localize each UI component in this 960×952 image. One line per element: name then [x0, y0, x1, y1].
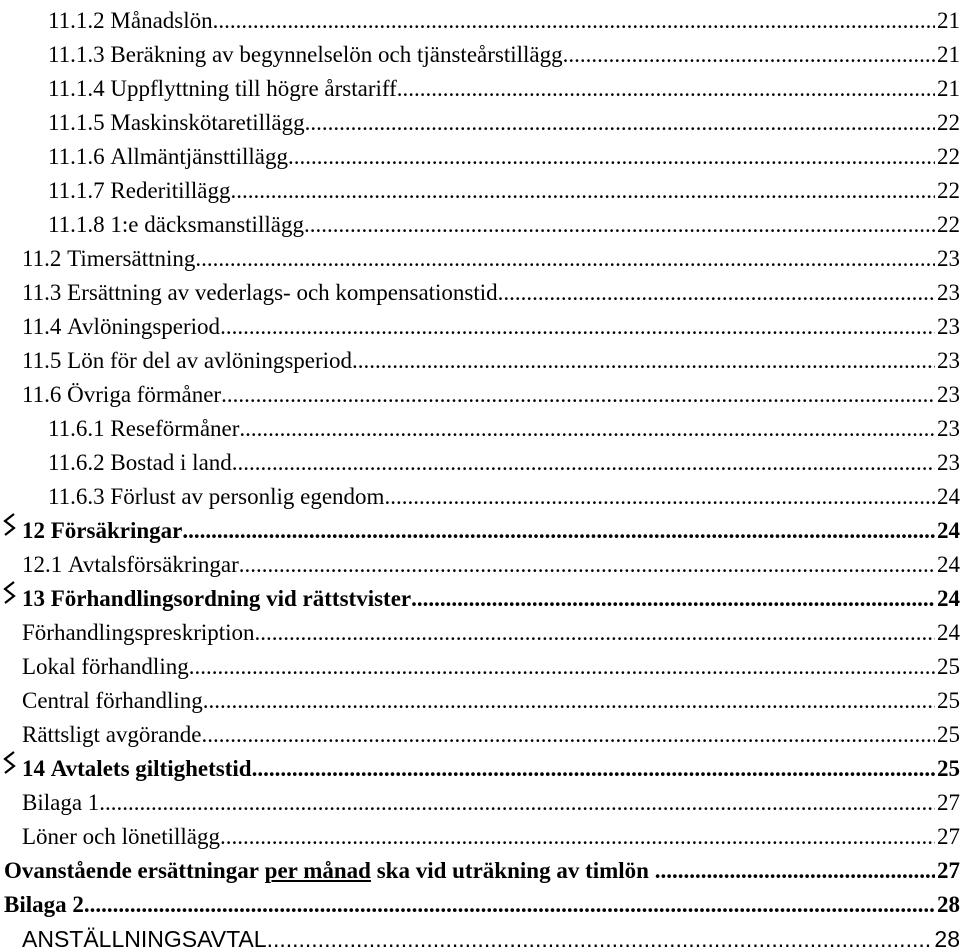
dot-leader	[397, 76, 935, 102]
toc-entry-title: Förhandlingspreskription	[22, 620, 255, 645]
toc-entry-page: 22	[937, 110, 960, 135]
section-mark-icon	[2, 512, 16, 542]
toc-entry-title: Rederitillägg	[110, 178, 231, 203]
toc-entry-title: Bostad i land	[110, 450, 232, 475]
toc-entry-title: Lön för del av avlöningsperiod	[67, 348, 353, 373]
dot-leader	[252, 756, 935, 782]
toc-entry[interactable]	[0, 408, 960, 442]
toc-entry-page: 27	[937, 790, 960, 815]
dot-leader	[411, 586, 935, 612]
toc-entry[interactable]	[0, 918, 960, 952]
dot-leader	[220, 824, 935, 850]
toc-entry[interactable]	[0, 476, 960, 510]
toc-entry[interactable]	[0, 170, 960, 204]
dot-leader	[267, 926, 933, 952]
toc-chapter-entry[interactable]	[0, 510, 960, 544]
toc-entry-page: 23	[937, 280, 960, 305]
toc-entry-title-underlined: per månad	[264, 858, 371, 883]
toc-entry-page: 25	[937, 756, 960, 781]
dot-leader	[221, 382, 935, 408]
dot-leader	[304, 212, 935, 238]
toc-entry[interactable]	[0, 714, 960, 748]
section-mark-icon	[2, 750, 16, 780]
toc-entry-number: 11.1.3	[48, 42, 105, 67]
toc-entry-title: 1:e däcksmanstillägg	[110, 212, 304, 237]
toc-entry-title: ANSTÄLLNINGSAVTAL	[22, 926, 267, 952]
section-mark-icon	[2, 580, 16, 610]
dot-leader	[202, 722, 936, 748]
toc-entry-title: Avlöningsperiod	[67, 314, 221, 339]
toc-entry-page: 23	[937, 382, 960, 407]
toc-entry-title: Allmäntjänsttillägg	[110, 144, 288, 169]
dot-leader	[195, 246, 935, 272]
toc-entry-page: 23	[937, 348, 960, 373]
dot-leader	[288, 144, 935, 170]
toc-entry-page: 24	[937, 586, 960, 611]
toc-entry-number: 12.1	[22, 552, 63, 577]
toc-entry[interactable]	[0, 850, 960, 884]
toc-entry[interactable]	[0, 272, 960, 306]
toc-entry-number: 14	[22, 756, 45, 781]
dot-leader	[563, 42, 935, 68]
toc-entry-page: 24	[937, 518, 960, 543]
toc-entry-number: 11.6.2	[48, 450, 105, 475]
dot-leader	[189, 654, 935, 680]
toc-entry[interactable]	[0, 646, 960, 680]
toc-entry-title: Timersättning	[67, 246, 196, 271]
toc-entry[interactable]	[0, 68, 960, 102]
toc-entry-number: 11.1.8	[48, 212, 105, 237]
toc-entry[interactable]	[0, 442, 960, 476]
toc-entry-page: 23	[937, 246, 960, 271]
dot-leader	[213, 8, 935, 34]
toc-entry[interactable]	[0, 782, 960, 816]
toc-entry-number: 11.2	[22, 246, 62, 271]
toc-entry-page: 22	[937, 212, 960, 237]
dot-leader	[384, 484, 935, 510]
toc-entry-page: 25	[937, 688, 960, 713]
dot-leader	[203, 688, 935, 714]
toc-entry-number: 11.6	[22, 382, 62, 407]
toc-entry-number: 12	[22, 518, 45, 543]
dot-leader	[352, 348, 935, 374]
toc-entry-number: 11.6.3	[48, 484, 105, 509]
toc-entry-page: 25	[937, 722, 960, 747]
toc-entry-page: 22	[937, 178, 960, 203]
toc-entry-number: 11.4	[22, 314, 62, 339]
toc-entry-page: 25	[937, 654, 960, 679]
toc-entry-page: 21	[937, 8, 960, 33]
toc-entry[interactable]	[0, 884, 960, 918]
toc-entry-title: Försäkringar	[50, 518, 183, 543]
toc-entry-page: 24	[937, 484, 960, 509]
toc-entry-number: 11.1.2	[48, 8, 105, 33]
dot-leader	[255, 620, 935, 646]
toc-entry-number: 11.3	[22, 280, 62, 305]
toc-entry[interactable]	[0, 612, 960, 646]
toc-entry-title: Uppflyttning till högre årstariff	[110, 76, 397, 101]
dot-leader	[230, 178, 935, 204]
toc-entry-page: 23	[937, 314, 960, 339]
toc-entry-page: 27	[937, 858, 960, 883]
toc-entry-number: 11.1.6	[48, 144, 105, 169]
toc-entry-title: Bilaga 1	[22, 790, 100, 815]
toc-entry-page: 24	[937, 620, 960, 645]
toc-entry-page: 27	[937, 824, 960, 849]
toc-entry[interactable]	[0, 544, 960, 578]
toc-entry-title: Lokal förhandling	[22, 654, 189, 679]
toc-entry-title: Ersättning av vederlags- och kompensationstid	[67, 280, 498, 305]
dot-leader	[232, 450, 935, 476]
toc-entry-title: Beräkning av begynnelselön och tjänsteårstillägg	[110, 42, 563, 67]
toc-entry[interactable]	[0, 0, 960, 34]
toc-entry[interactable]	[0, 306, 960, 340]
toc-entry-page: 24	[937, 552, 960, 577]
toc-entry[interactable]	[0, 34, 960, 68]
toc-entry-page: 21	[937, 42, 960, 67]
toc-entry-title: Maskinskötaretillägg	[110, 110, 305, 135]
toc-entry-page: 21	[937, 76, 960, 101]
dot-leader	[239, 552, 935, 578]
toc-entry-number: 11.1.5	[48, 110, 105, 135]
toc-entry-title: Avtalets giltighetstid	[50, 756, 252, 781]
toc-entry-title: Bilaga 2	[4, 892, 84, 917]
toc-entry-title: Förlust av personlig egendom	[110, 484, 385, 509]
toc-entry-title: Avtalsförsäkringar	[68, 552, 239, 577]
toc-entry-title: Övriga förmåner	[67, 382, 222, 407]
toc-entry[interactable]	[0, 340, 960, 374]
toc-entry-page: 23	[937, 416, 960, 441]
toc-entry-title: Rättsligt avgörande	[22, 722, 202, 747]
dot-leader	[99, 790, 935, 816]
toc-entry-title: Löner och lönetillägg	[22, 824, 220, 849]
toc-entry[interactable]	[0, 136, 960, 170]
toc-entry-title-part: Ovanstående ersättningar	[4, 858, 259, 883]
toc-entry-title: Reseförmåner	[110, 416, 240, 441]
toc-entry-title: Förhandlingsordning vid rättstvister	[50, 586, 412, 611]
dot-leader	[305, 110, 935, 136]
toc-entry-number: 11.5	[22, 348, 62, 373]
dot-leader	[498, 280, 935, 306]
toc-entry-title: Månadslön	[110, 8, 213, 33]
toc-chapter-entry[interactable]	[0, 748, 960, 782]
toc-entry[interactable]	[0, 374, 960, 408]
toc-entry-title-part: ska vid uträkning av timlön	[376, 858, 649, 883]
toc-entry[interactable]	[0, 816, 960, 850]
dot-leader	[655, 858, 935, 884]
toc-entry[interactable]	[0, 204, 960, 238]
toc-entry-page: 22	[937, 144, 960, 169]
toc-entry[interactable]	[0, 680, 960, 714]
toc-entry-number: 13	[22, 586, 45, 611]
toc-entry-title: Central förhandling	[22, 688, 203, 713]
toc-entry-page: 28	[937, 892, 960, 917]
toc-entry-number: 11.1.7	[48, 178, 105, 203]
toc-chapter-entry[interactable]	[0, 578, 960, 612]
toc-entry[interactable]	[0, 238, 960, 272]
dot-leader	[182, 518, 935, 544]
dot-leader	[220, 314, 935, 340]
toc-entry-page: 23	[937, 450, 960, 475]
dot-leader	[239, 416, 935, 442]
toc-entry[interactable]	[0, 102, 960, 136]
dot-leader	[84, 892, 935, 918]
toc-entry-number: 11.6.1	[48, 416, 105, 441]
toc-entry-page: 28	[934, 926, 960, 952]
toc-entry-number: 11.1.4	[48, 76, 105, 101]
